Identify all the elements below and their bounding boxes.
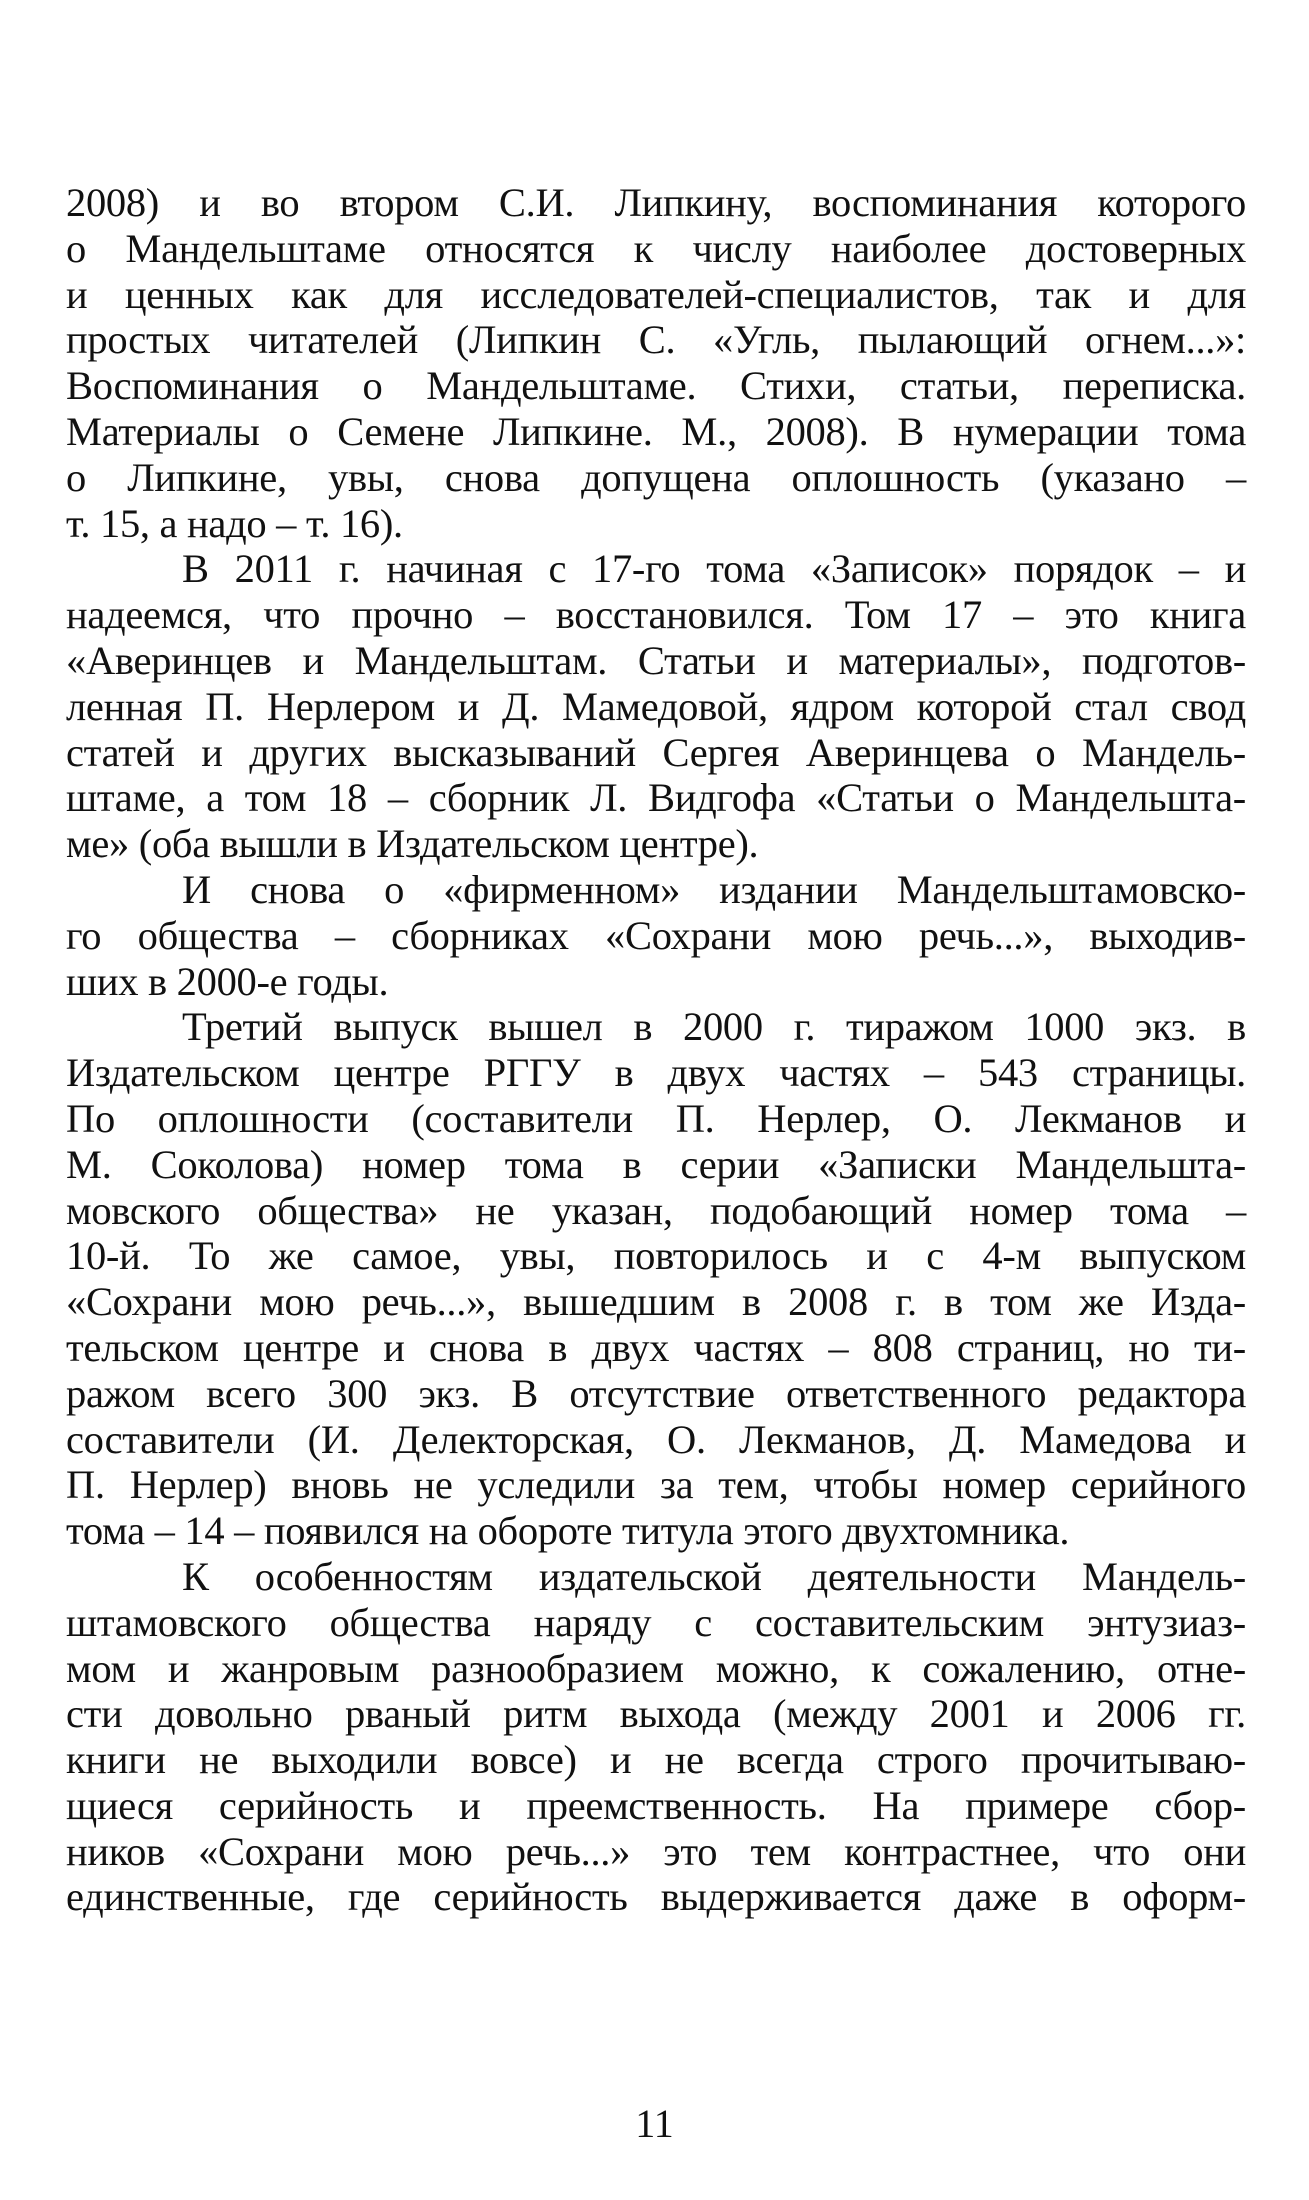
text-line: П. Нерлер) вновь не уследили за тем, чтобы номер серийного — [66, 1462, 1246, 1508]
text-line: го общества – сборниках «Сохрани мою речь...», выходив- — [66, 912, 1246, 958]
text-line: 10-й. То же самое, увы, повторилось и с 4-м выпуском — [66, 1233, 1246, 1279]
text-line: ших в 2000-е годы. — [66, 958, 389, 1004]
text-line: По оплошности (составители П. Нерлер, О. Лекманов и — [66, 1095, 1246, 1141]
text-line: единственные, где серийность выдерживается даже в оформ- — [66, 1874, 1246, 1920]
page-number: 11 — [635, 2101, 674, 2146]
text-line: статей и других высказываний Сергея Аверинцева о Мандель- — [66, 729, 1246, 775]
text-line: Материалы о Семене Липкине. М., 2008). В нумерации тома — [66, 408, 1246, 454]
text-line: штаме, а том 18 – сборник Л. Видгофа «Статьи о Мандельшта- — [66, 775, 1246, 821]
text-line: книги не выходили вовсе) и не всегда строго прочитываю- — [66, 1737, 1246, 1783]
text-line: и ценных как для исследователей-специалистов, так и для — [66, 271, 1246, 317]
text-line: «Аверинцев и Мандельштам. Статьи и материалы», подготов- — [66, 637, 1246, 683]
text-line: тельском центре и снова в двух частях – 808 страниц, но ти- — [66, 1324, 1246, 1370]
text-line: ражом всего 300 экз. В отсутствие ответственного редактора — [66, 1370, 1246, 1416]
text-line: о Мандельштаме относятся к числу наиболее достоверных — [66, 225, 1246, 271]
text-line: тома – 14 – появился на обороте титула этого двухтомника. — [66, 1508, 1070, 1554]
text-line: ников «Сохрани мою речь...» это тем контрастнее, что они — [66, 1828, 1246, 1874]
text-line: Третий выпуск вышел в 2000 г. тиражом 1000 экз. в — [182, 1004, 1246, 1050]
text-line: И снова о «фирменном» издании Мандельштамовско- — [182, 866, 1246, 912]
text-line: В 2011 г. начиная с 17-го тома «Записок» порядок – и — [182, 546, 1246, 592]
text-line: Воспоминания о Мандельштаме. Стихи, статьи, переписка. — [66, 363, 1246, 409]
body-text — [66, 180, 1246, 1920]
text-line: о Липкине, увы, снова допущена оплошность (указано – — [66, 454, 1246, 500]
text-line: щиеся серийность и преемственность. На примере сбор- — [66, 1782, 1246, 1828]
text-line: К особенностям издательской деятельности Мандель- — [182, 1553, 1246, 1599]
text-line: надеемся, что прочно – восстановился. Том 17 – это книга — [66, 592, 1246, 638]
text-line: составители (И. Делекторская, О. Лекманов, Д. Мамедова и — [66, 1416, 1246, 1462]
text-line: М. Соколова) номер тома в серии «Записки Мандельшта- — [66, 1141, 1246, 1187]
text-line: мом и жанровым разнообразием можно, к сожалению, отне- — [66, 1645, 1246, 1691]
text-line: ме» (оба вышли в Издательском центре). — [66, 821, 759, 867]
text-line: ленная П. Нерлером и Д. Мамедовой, ядром которой стал свод — [66, 683, 1246, 729]
text-line: 2008) и во втором С.И. Липкину, воспоминания которого — [66, 180, 1246, 225]
text-line: сти довольно рваный ритм выхода (между 2001 и 2006 гг. — [66, 1691, 1246, 1737]
text-line: штамовского общества наряду с составительским энтузиаз- — [66, 1599, 1246, 1645]
text-line: Издательском центре РГГУ в двух частях – 543 страницы. — [66, 1050, 1246, 1096]
text-line: «Сохрани мою речь...», вышедшим в 2008 г. в том же Изда- — [66, 1279, 1246, 1325]
text-line: мовского общества» не указан, подобающий номер тома – — [66, 1187, 1246, 1233]
text-line: т. 15, а надо – т. 16). — [66, 500, 403, 546]
text-line: простых читателей (Липкин С. «Угль, пылающий огнем...»: — [66, 317, 1246, 363]
